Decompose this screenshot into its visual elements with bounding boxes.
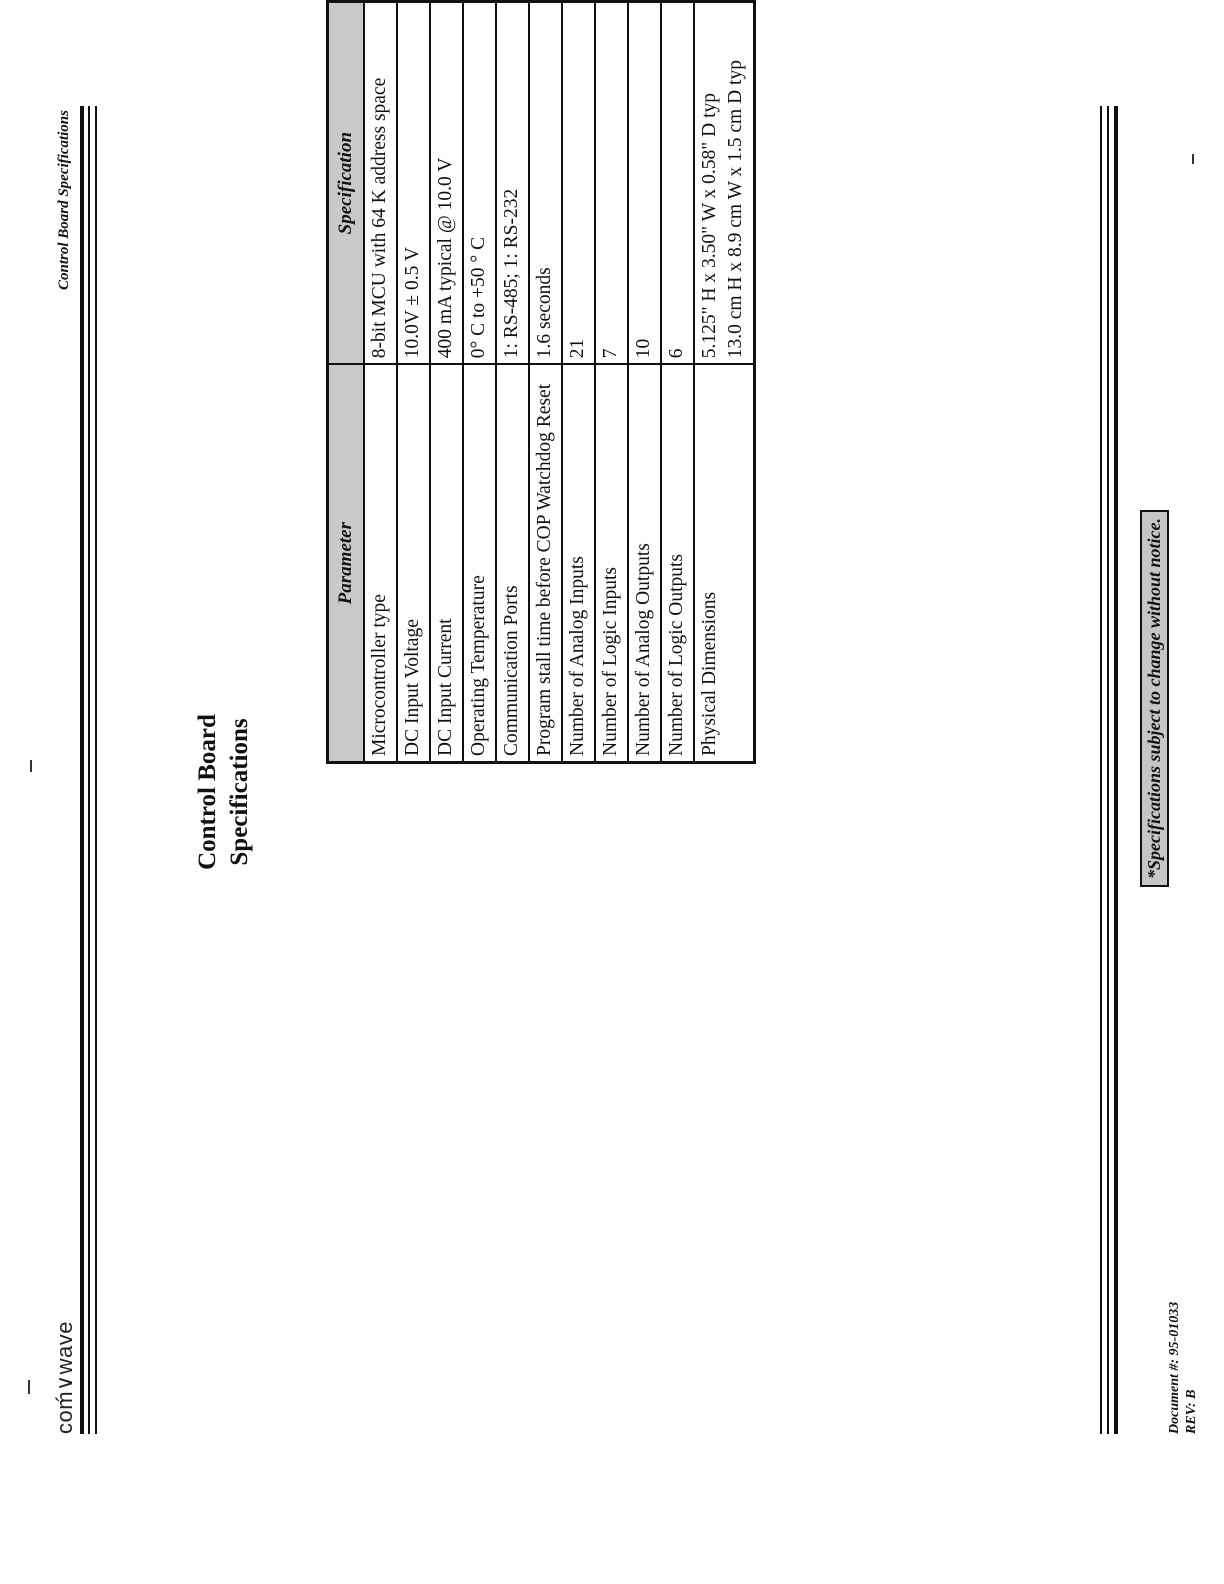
table-row (397, 2, 430, 763)
header-rule-thin (88, 106, 90, 1434)
header-rule-thick (80, 106, 84, 1434)
footer-rule-thin-2 (1107, 106, 1109, 1434)
scan-mark (28, 1380, 30, 1394)
company-logo: coḿ∨wave (52, 1320, 77, 1434)
specification-line: 6 (666, 348, 687, 359)
parameter-cell: Number of Logic Inputs (595, 364, 628, 762)
table-row (661, 2, 694, 763)
specification-column-header: Specification (328, 2, 365, 365)
specification-cell (529, 2, 562, 365)
table-row (496, 2, 529, 763)
specification-line: 0° C to +50 ° C (468, 236, 489, 359)
header-title: Control Board Specifications (56, 110, 72, 291)
parameter-column-header: Parameter (328, 364, 365, 762)
specification-cell (463, 2, 496, 365)
parameter-cell: Physical Dimensions (694, 364, 755, 762)
table-row (562, 2, 595, 763)
document-revision: REV: B (1184, 1389, 1199, 1434)
footer-rule-thick (1114, 106, 1118, 1434)
document-title-line1: Control Board (194, 714, 221, 870)
table-row (694, 2, 755, 763)
specification-cell (628, 2, 661, 365)
document-title (192, 0, 256, 1584)
specification-line: 1: RS-485; 1: RS-232 (501, 188, 522, 359)
footer-rule-thin (1100, 106, 1102, 1434)
specification-line: 5.125" H x 3.50" W x 0.58" D typ (699, 93, 720, 359)
scan-mark (1192, 154, 1194, 164)
specification-cell (562, 2, 595, 365)
document-number: Document #: 95-01033 (1167, 1301, 1182, 1434)
specification-line: 8-bit MCU with 64 K address space (369, 77, 390, 359)
table-row (628, 2, 661, 763)
document-title-line2: Specifications (226, 718, 253, 866)
specification-line: 10 (633, 338, 654, 359)
table-row (529, 2, 562, 763)
specification-cell (595, 2, 628, 365)
specification-line: 400 mA typical @ 10.0 V (435, 157, 456, 359)
specification-cell (397, 2, 430, 365)
specification-cell (661, 2, 694, 365)
specification-line: 1.6 seconds (534, 267, 555, 359)
table-header-row (328, 2, 365, 763)
parameter-cell: Microcontroller type (364, 364, 397, 762)
specification-cell (430, 2, 463, 365)
specification-cell (694, 2, 755, 365)
parameter-cell: Number of Analog Inputs (562, 364, 595, 762)
change-notice: *Specifications subject to change without notice. (1140, 510, 1169, 887)
parameter-cell: DC Input Voltage (397, 364, 430, 762)
specification-cell (364, 2, 397, 365)
specification-line: 13.0 cm H x 8.9 cm W x 1.5 cm D typ (725, 60, 746, 359)
table-row (430, 2, 463, 763)
parameter-cell: Number of Logic Outputs (661, 364, 694, 762)
scan-mark (30, 760, 32, 772)
parameter-cell: Operating Temperature (463, 364, 496, 762)
specification-line: 10.0V ± 0.5 V (402, 247, 423, 359)
header-rule-thin-2 (95, 106, 97, 1434)
parameter-cell: Number of Analog Outputs (628, 364, 661, 762)
specification-cell (496, 2, 529, 365)
parameter-cell: DC Input Current (430, 364, 463, 762)
specification-line: 7 (600, 348, 621, 359)
specification-line: 21 (567, 338, 588, 359)
table-row (463, 2, 496, 763)
table-row (595, 2, 628, 763)
document-info (1166, 1302, 1200, 1434)
specifications-table (326, 0, 756, 764)
table-row (364, 2, 397, 763)
parameter-cell: Program stall time before COP Watchdog Reset (529, 364, 562, 762)
parameter-cell: Communication Ports (496, 364, 529, 762)
